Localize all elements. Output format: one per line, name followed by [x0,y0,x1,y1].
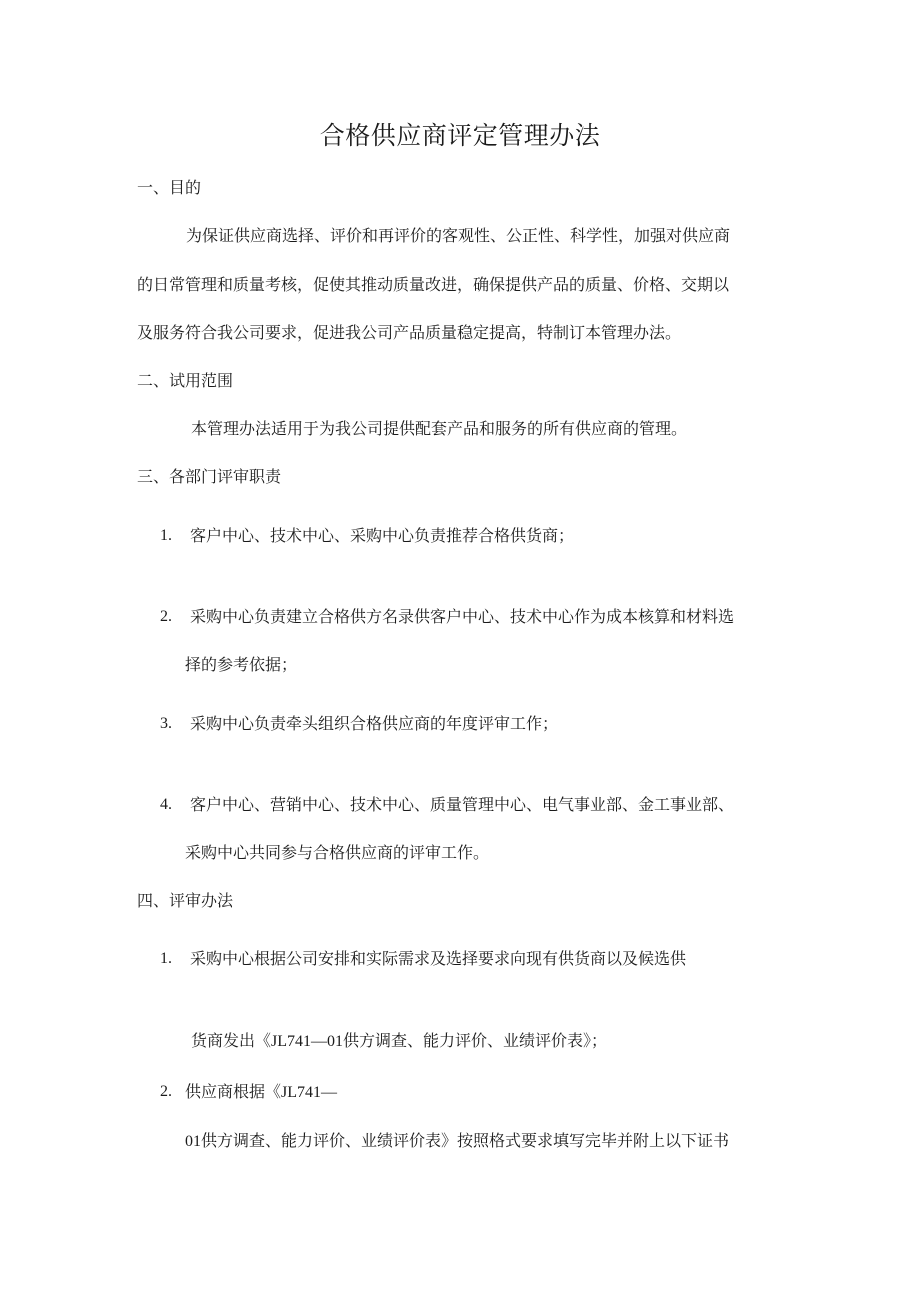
section-heading-scope: 二、试用范围 [137,371,234,390]
document-title: 合格供应商评定管理办法 [319,121,601,150]
review-item-2-line-2-text: 供方调查、能力评价、业绩评价表》按照格式要求填写完毕并附上以下证书 [201,1131,730,1150]
list-item-number: 1. [160,527,172,544]
list-item-number: 2. [160,1083,172,1100]
list-item-number: 1. [160,950,172,967]
review-item-1-line-2-end: 供方调查、能力评价、业绩评价表》； [343,1031,608,1050]
purpose-paragraph-line-2: 的日常管理和质量考核，促使其推动质量改进，确保提供产品的质量、价格、交期以 [137,275,730,294]
section-heading-responsibilities: 三、各部门评审职责 [137,467,282,486]
review-item-1-line-2 [191,1030,607,1053]
purpose-paragraph-line-3: 及服务符合我公司要求，促进我公司产品质量稳定提高，特制订本管理办法。 [137,323,682,342]
responsibility-item-1: 客户中心、技术中心、采购中心负责推荐合格供货商； [190,526,575,545]
responsibility-item-4-line-2: 采购中心共同参与合格供应商的评审工作。 [185,843,490,862]
review-item-2-line-1 [185,1081,337,1104]
section-heading-review-method: 四、评审办法 [137,891,234,910]
scope-paragraph: 本管理办法适用于为我公司提供配套产品和服务的所有供应商的管理。 [191,419,688,438]
form-code: JL741—01 [271,1033,344,1050]
responsibility-item-4-line-1: 客户中心、营销中心、技术中心、质量管理中心、电气事业部、金工事业部、 [190,795,735,814]
responsibility-item-2-line-2: 择的参考依据； [185,655,298,674]
responsibility-item-3: 采购中心负责牵头组织合格供应商的年度评审工作； [190,714,559,733]
purpose-paragraph-line-1: 为保证供应商选择、评价和再评价的客观性、公正性、科学性，加强对供应商 [186,226,731,245]
form-code: JL741— [281,1084,338,1101]
review-item-2-line-2 [185,1130,729,1153]
review-item-2-line-1-start: 供应商根据《 [185,1082,282,1101]
list-item-number: 3. [160,715,172,732]
section-heading-purpose: 一、目的 [137,178,202,197]
form-code-suffix: 01 [185,1133,201,1150]
list-item-number: 2. [160,608,172,625]
list-item-number: 4. [160,796,172,813]
review-item-1-line-2-start: 货商发出《 [191,1031,272,1050]
responsibility-item-2-line-1: 采购中心负责建立合格供方名录供客户中心、技术中心作为成本核算和材料选 [190,607,735,626]
review-item-1-line-1: 采购中心根据公司安排和实际需求及选择要求向现有供货商以及候选供 [190,949,687,968]
